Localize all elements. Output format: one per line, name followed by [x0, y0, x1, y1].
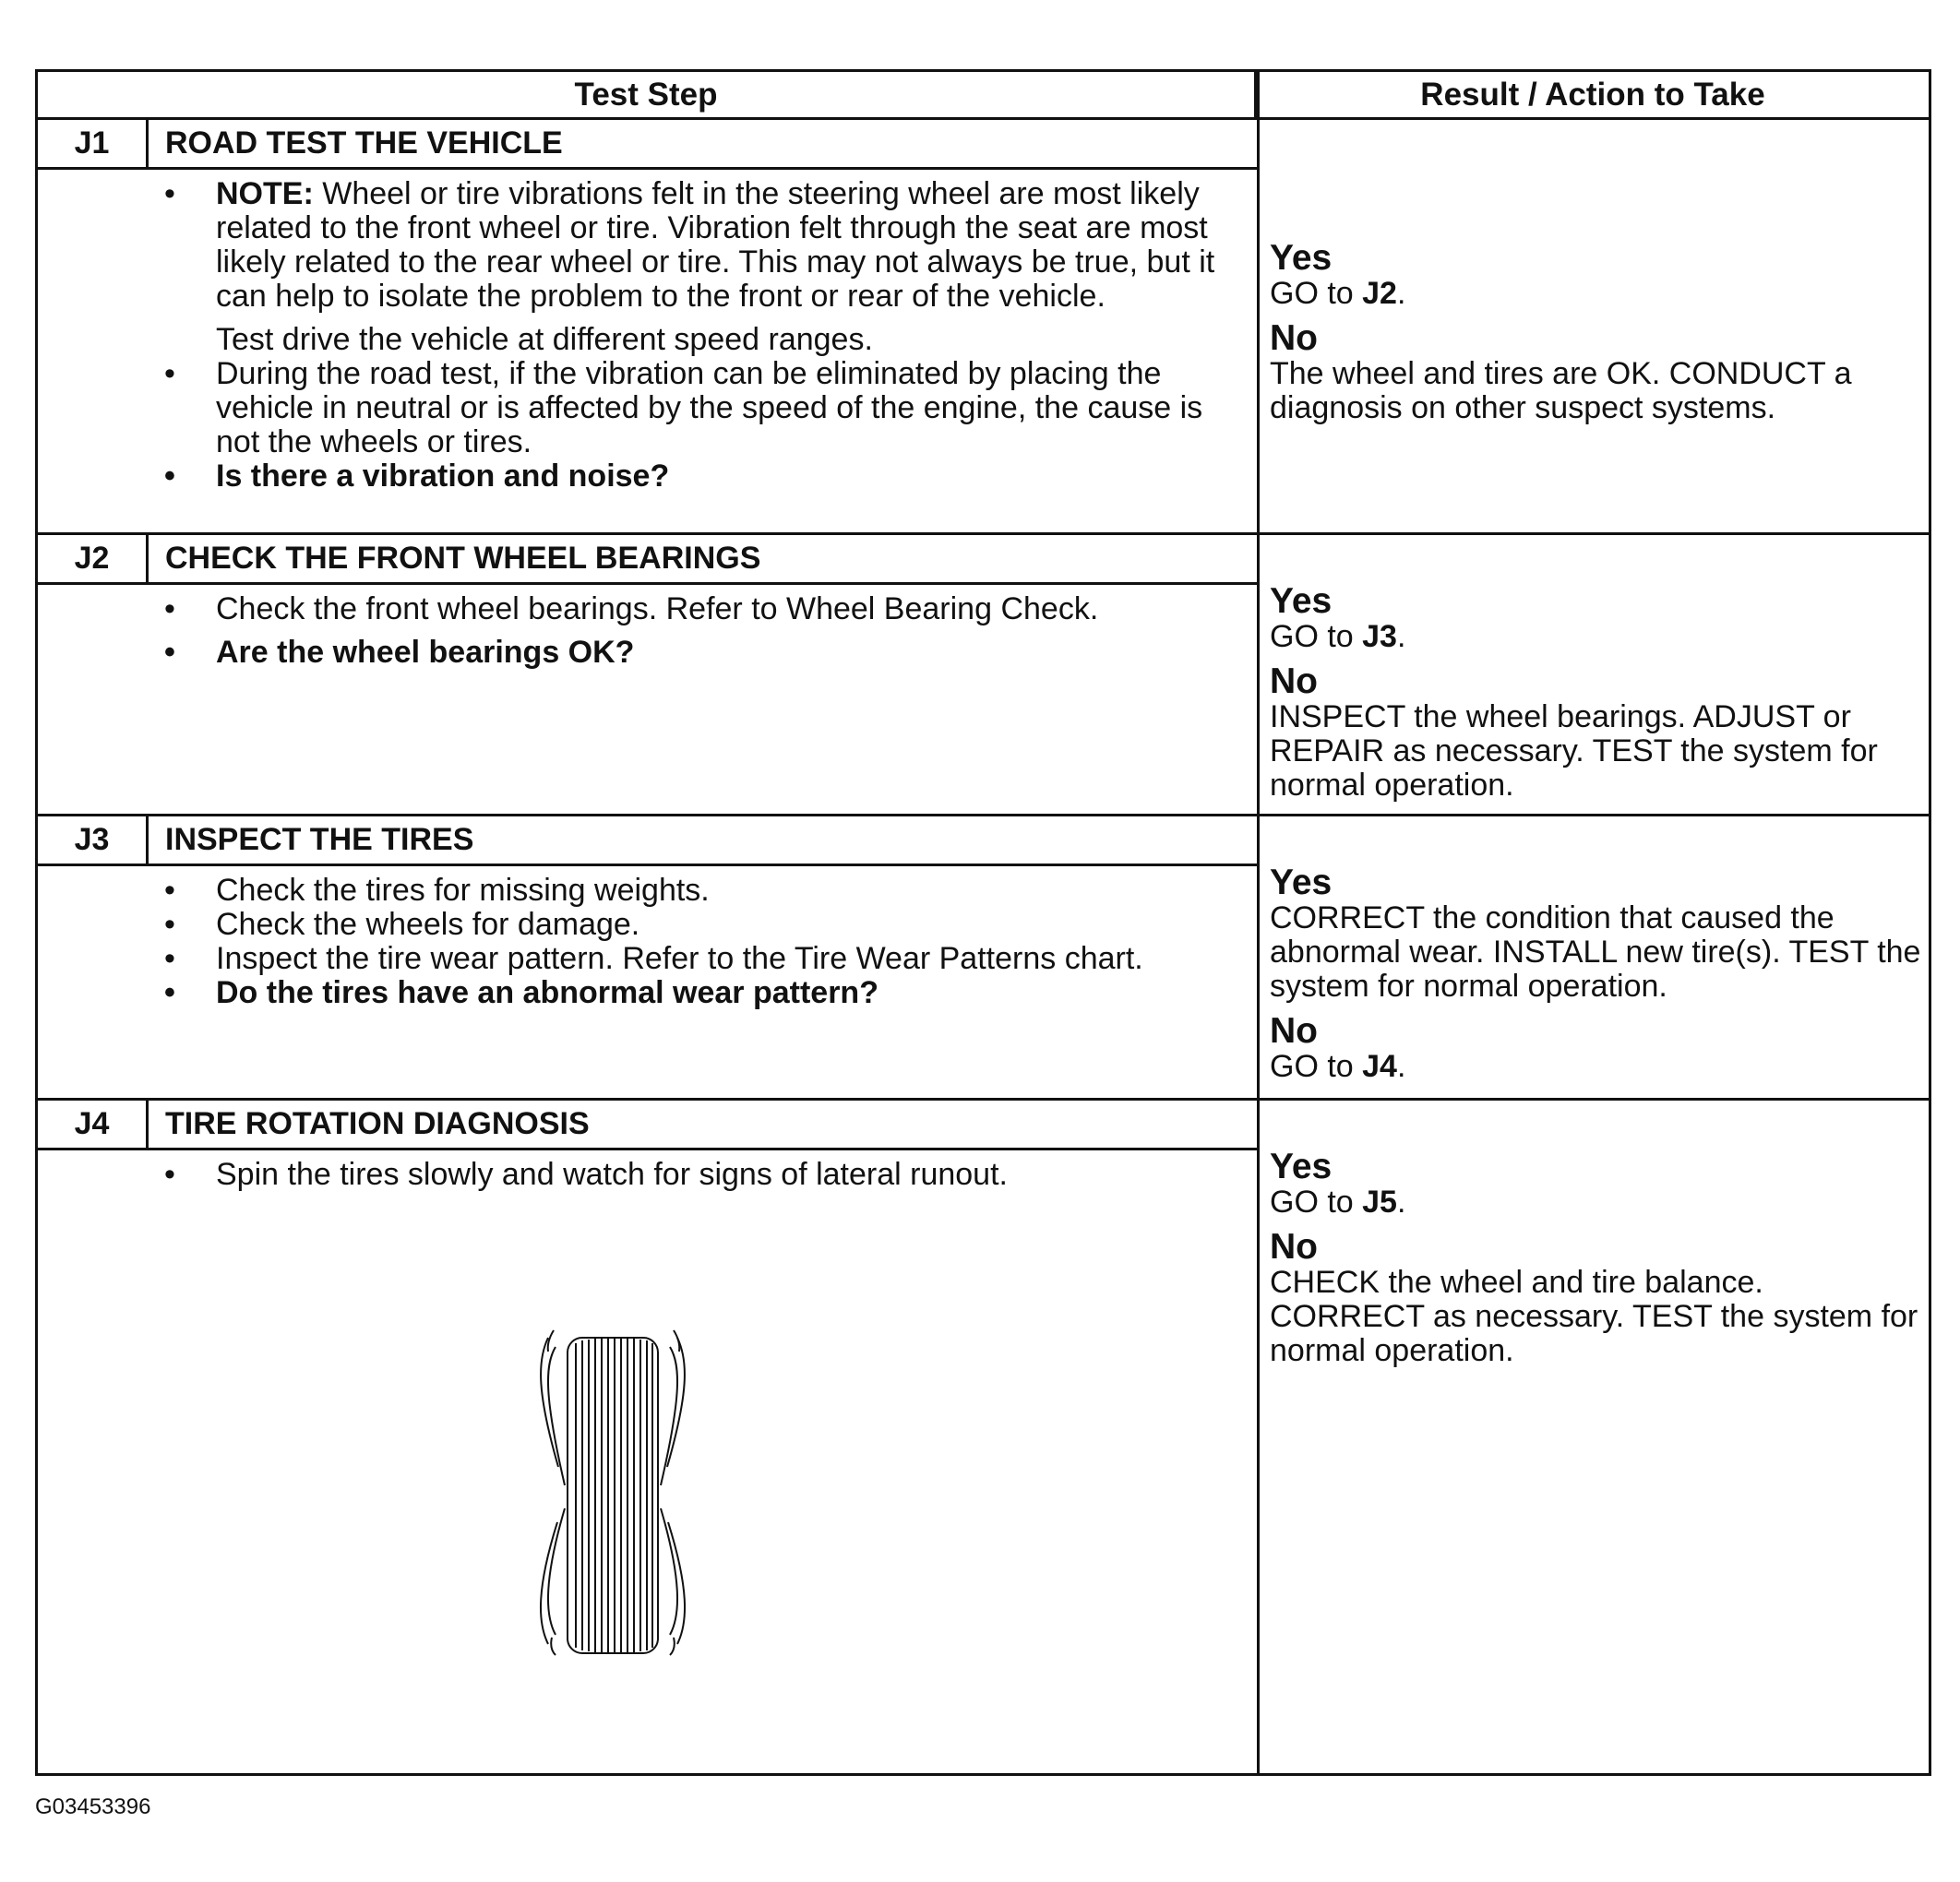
- step-title: CHECK THE FRONT WHEEL BEARINGS: [165, 541, 761, 576]
- step-j4: [38, 1101, 1929, 1773]
- instruction-text: During the road test, if the vibration can be eliminated by placing the vehicle in neutral or is affected by the speed of the engine, the cause is not the wheels or tires.: [216, 356, 1203, 459]
- step-id: J3: [38, 816, 149, 864]
- tire-lateral-runout-icon: [517, 1310, 720, 1661]
- step-instructions: [38, 177, 1237, 494]
- yes-label: Yes: [1270, 238, 1333, 278]
- no-action: INSPECT the wheel bearings. ADJUST or REPAIR as necessary. TEST the system for normal operation.: [1270, 699, 1878, 803]
- yes-action: CORRECT the condition that caused the abnormal wear. INSTALL new tire(s). TEST the system for normal operation.: [1270, 900, 1921, 1004]
- no-label: No: [1270, 1011, 1318, 1051]
- step-id: J4: [38, 1101, 149, 1148]
- instruction-question: [38, 976, 1237, 1010]
- yes-action: GO to J5.: [1270, 1185, 1406, 1220]
- yes-action: GO to J2.: [1270, 276, 1406, 311]
- instruction-item: [38, 177, 1237, 314]
- bullet-icon: •: [164, 941, 175, 976]
- step-header: [38, 816, 1257, 866]
- bullet-icon: •: [164, 635, 175, 670]
- bullet-icon: •: [164, 459, 175, 494]
- step-id: J1: [38, 120, 149, 167]
- header-test-step: Test Step: [38, 72, 1257, 120]
- step-instructions: [38, 874, 1237, 1010]
- bullet-icon: •: [164, 176, 175, 211]
- instruction-text: Check the wheels for damage.: [216, 907, 640, 942]
- no-label: No: [1270, 318, 1318, 358]
- question-text: Do the tires have an abnormal wear pattern?: [216, 975, 878, 1010]
- note-label: NOTE:: [216, 176, 314, 211]
- instruction-item: [38, 874, 1237, 908]
- instruction-item: [38, 942, 1237, 976]
- question-text: Are the wheel bearings OK?: [216, 635, 635, 670]
- bullet-icon: •: [164, 591, 175, 626]
- step-result: [1270, 240, 1925, 425]
- bullet-icon: •: [164, 873, 175, 908]
- step-instructions: [38, 1158, 1237, 1192]
- step-j3: [38, 816, 1929, 1101]
- no-action: GO to J4.: [1270, 1049, 1406, 1084]
- instruction-question: [38, 636, 1237, 670]
- figure-id: G03453396: [35, 1794, 151, 1819]
- bullet-icon: •: [164, 1157, 175, 1192]
- instruction-text: Inspect the tire wear pattern. Refer to the Tire Wear Patterns chart.: [216, 941, 1143, 976]
- bullet-icon: •: [164, 356, 175, 391]
- bullet-icon: •: [164, 907, 175, 942]
- yes-action: GO to J3.: [1270, 619, 1406, 654]
- no-label: No: [1270, 661, 1318, 701]
- question-text: Is there a vibration and noise?: [216, 459, 670, 494]
- step-result: [1270, 583, 1925, 803]
- step-header: [38, 1101, 1257, 1150]
- instruction-item: [38, 357, 1237, 459]
- step-title: ROAD TEST THE VEHICLE: [165, 125, 563, 161]
- instruction-text: Test drive the vehicle at different speed ranges.: [216, 322, 873, 357]
- step-header: [38, 535, 1257, 585]
- instruction-item: [38, 908, 1237, 942]
- instruction-text: Check the front wheel bearings. Refer to Wheel Bearing Check.: [216, 591, 1099, 626]
- yes-label: Yes: [1270, 1147, 1333, 1186]
- no-label: No: [1270, 1227, 1318, 1267]
- step-title: INSPECT THE TIRES: [165, 822, 474, 857]
- step-header: [38, 120, 1257, 170]
- step-result: [1270, 864, 1925, 1084]
- step-instructions: [38, 592, 1237, 670]
- instruction-item: [38, 323, 1237, 357]
- step-j1: [38, 120, 1929, 535]
- step-j2: [38, 535, 1929, 816]
- instruction-item: [38, 1158, 1237, 1192]
- instruction-item: [38, 592, 1237, 626]
- instruction-text: Check the tires for missing weights.: [216, 873, 710, 908]
- header-result-action: Result / Action to Take: [1257, 72, 1929, 120]
- yes-label: Yes: [1270, 581, 1333, 621]
- note-text: Wheel or tire vibrations felt in the steering wheel are most likely related to the front wheel or tire. Vibration felt through the seat are most likely related to the rear wheel or tire. This may not always be true, but it can help to isolate the problem to the front or rear of the vehicle.: [216, 176, 1215, 314]
- no-action: The wheel and tires are OK. CONDUCT a diagnosis on other suspect systems.: [1270, 356, 1852, 425]
- instruction-text: Spin the tires slowly and watch for signs of lateral runout.: [216, 1157, 1008, 1192]
- yes-label: Yes: [1270, 863, 1333, 902]
- step-id: J2: [38, 535, 149, 582]
- instruction-question: [38, 459, 1237, 494]
- no-action: CHECK the wheel and tire balance. CORRECT as necessary. TEST the system for normal operation.: [1270, 1265, 1918, 1368]
- step-title: TIRE ROTATION DIAGNOSIS: [165, 1106, 590, 1141]
- bullet-icon: •: [164, 975, 175, 1010]
- diagnostic-table: [35, 69, 1931, 1776]
- step-result: [1270, 1149, 1925, 1368]
